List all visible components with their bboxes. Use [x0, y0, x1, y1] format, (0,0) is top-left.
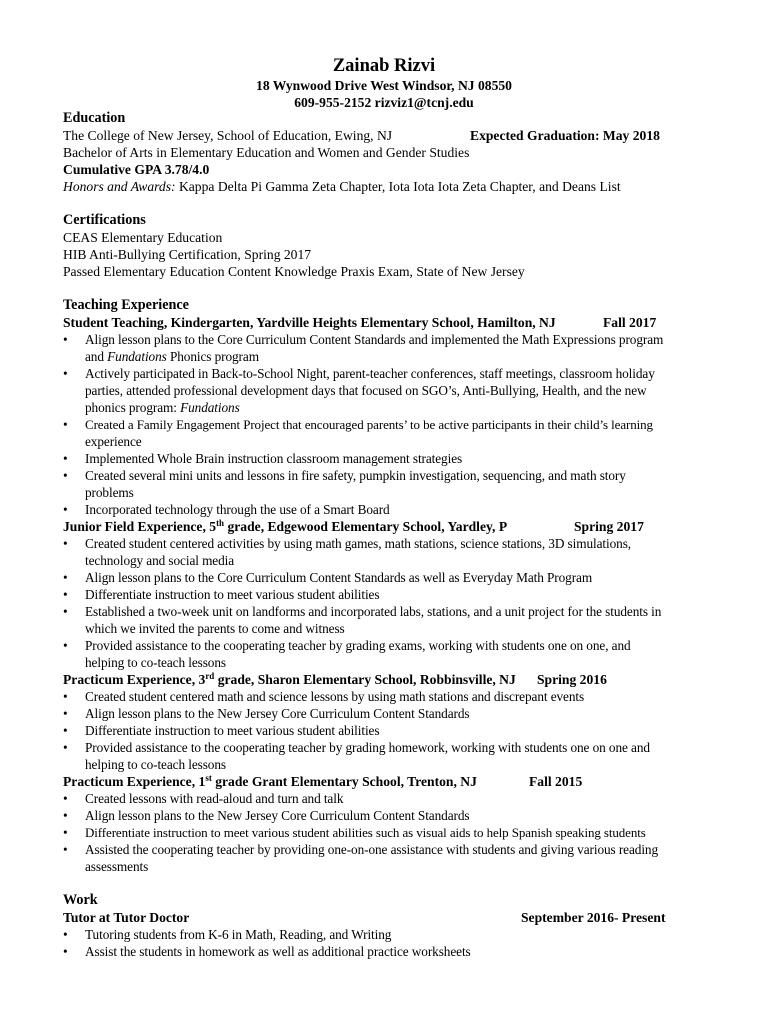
job-title: Tutor at Tutor Doctor [63, 910, 190, 925]
education-gpa: Cumulative GPA 3.78/4.0 [63, 162, 210, 177]
bullet-line: • Align lesson plans to the Core Curriculum Content Standards as well as Everyday Math Program [85, 570, 593, 585]
bullet-text: and [85, 349, 104, 364]
list-item [63, 688, 723, 705]
bullet-text-italic: Fundations [107, 349, 167, 364]
list-item [63, 705, 723, 722]
list-item [63, 637, 723, 671]
education-heading: Education [63, 110, 126, 126]
bullet-line: • Created student centered math and science lessons by using math stations and discrepant events [85, 689, 585, 704]
bullet-line: • Created several mini units and lessons in fire safety, pumpkin investigation, sequencing, and math story [85, 468, 626, 483]
certification-item: CEAS Elementary Education [63, 230, 223, 245]
job-practicum-3rd-bullets [63, 688, 723, 773]
job-title-part: Junior Field Experience, 5 [63, 519, 217, 534]
bullet-line: • Created lessons with read-aloud and turn and talk [85, 791, 344, 806]
job-title-part: Practicum Experience, 1 [63, 774, 206, 789]
list-item [63, 926, 723, 943]
bullet-line: • Created student centered activities by using math games, math stations, science stations, 3D simulations, [85, 536, 632, 551]
education-graduation: Expected Graduation: May 2018 [470, 128, 660, 143]
list-item [63, 450, 723, 467]
education-school-row [63, 127, 723, 144]
list-item [63, 569, 723, 586]
job-tutor [63, 909, 723, 926]
job-title-part: Practicum Experience, 3 [63, 672, 206, 687]
bullet-line: • Assist the students in homework as well as additional practice worksheets [85, 944, 471, 959]
job-title-sup: th [216, 518, 225, 528]
applicant-address: 18 Wynwood Drive West Windsor, NJ 08550 [256, 78, 512, 93]
list-item [63, 824, 723, 841]
bullet-text: phonics program: [85, 400, 177, 415]
job-date: Spring 2017 [574, 519, 644, 534]
teaching-heading: Teaching Experience [63, 297, 189, 313]
job-title-part: grade, Edgewood Elementary School, Yardley, P [224, 519, 508, 534]
job-title-part: grade, Sharon Elementary School, Robbinsville, NJ [214, 672, 516, 687]
list-item [63, 586, 723, 603]
job-junior-field-bullets [63, 535, 723, 671]
bullet-line: • Differentiate instruction to meet various student abilities such as visual aids to help Spanish speaking students [85, 825, 646, 840]
list-item [63, 722, 723, 739]
bullet-text: Phonics program [169, 349, 259, 364]
list-item [63, 603, 723, 637]
certifications-heading: Certifications [63, 212, 146, 228]
job-date: Fall 2017 [603, 315, 657, 330]
honors-text: Kappa Delta Pi Gamma Zeta Chapter, Iota Iota Iota Zeta Chapter, and Deans List [178, 179, 621, 194]
work-heading: Work [63, 892, 98, 908]
bullet-line: parties, attended professional development days that focused on SGO’s, Anti-Bullying, Health, and the new [85, 383, 647, 398]
bullet-line [85, 399, 723, 416]
list-item [63, 790, 723, 807]
bullet-line: assessments [85, 859, 149, 874]
applicant-name: Zainab Rizvi [332, 56, 436, 76]
job-title-part: grade Grant Elementary School, Trenton, NJ [211, 774, 477, 789]
honors-label: Honors and Awards: [63, 179, 176, 194]
bullet-line: • Align lesson plans to the New Jersey Core Curriculum Content Standards [85, 808, 470, 823]
list-item [63, 416, 723, 450]
bullet-text-italic: Fundations [180, 400, 240, 415]
bullet-line: technology and social media [85, 553, 235, 568]
bullet-line: • Provided assistance to the cooperating teacher by grading exams, working with students one on one, and [85, 638, 631, 653]
bullet-line: • Align lesson plans to the New Jersey Core Curriculum Content Standards [85, 706, 470, 721]
list-item [63, 943, 723, 960]
job-title-sup: rd [205, 671, 215, 681]
job-student-teaching [63, 314, 723, 331]
job-student-teaching-bullets [63, 331, 723, 518]
applicant-contact: 609-955-2152 rizviz1@tcnj.edu [294, 95, 474, 110]
education-degree: Bachelor of Arts in Elementary Education and Women and Gender Studies [63, 145, 470, 160]
list-item [63, 365, 723, 416]
job-title-sup: st [205, 773, 212, 783]
bullet-line: problems [85, 485, 134, 500]
job-date: Spring 2016 [537, 672, 607, 687]
bullet-line: • Incorporated technology through the use of a Smart Board [85, 502, 390, 517]
bullet-line: • Provided assistance to the cooperating teacher by grading homework, working with students one on one and [85, 740, 650, 755]
list-item [63, 535, 723, 569]
bullet-line [85, 348, 723, 365]
education-honors [63, 178, 723, 195]
certification-item: HIB Anti-Bullying Certification, Spring 2017 [63, 247, 312, 262]
list-item [63, 331, 723, 365]
bullet-line: • Established a two-week unit on landforms and incorporated labs, stations, and a unit project for the students in [85, 604, 662, 619]
job-title [63, 672, 516, 687]
list-item [63, 807, 723, 824]
resume-body [63, 110, 723, 960]
bullet-line: • Actively participated in Back-to-School Night, parent-teacher conferences, staff meetings, classroom holiday [85, 366, 655, 381]
job-date: September 2016- Present [521, 910, 666, 925]
job-date: Fall 2015 [529, 774, 583, 789]
list-item [63, 739, 723, 773]
job-practicum-3rd [63, 671, 723, 688]
certification-item: Passed Elementary Education Content Knowledge Praxis Exam, State of New Jersey [63, 264, 525, 279]
job-title: Student Teaching, Kindergarten, Yardville Heights Elementary School, Hamilton, NJ [63, 315, 556, 330]
bullet-line: helping to co-teach lessons [85, 655, 226, 670]
bullet-line: • Differentiate instruction to meet various student abilities [85, 723, 380, 738]
bullet-line: helping to co-teach lessons [85, 757, 226, 772]
job-practicum-1st [63, 773, 723, 790]
education-school: The College of New Jersey, School of Education, Ewing, NJ [63, 128, 393, 143]
list-item [63, 501, 723, 518]
bullet-line: • Align lesson plans to the Core Curriculum Content Standards and implemented the Math Expressions program [85, 332, 664, 347]
job-title [63, 519, 507, 534]
bullet-line: • Differentiate instruction to meet various student abilities [85, 587, 380, 602]
list-item [63, 841, 723, 875]
job-practicum-1st-bullets [63, 790, 723, 875]
bullet-line: • Assisted the cooperating teacher by providing one-on-one assistance with students and giving various reading [85, 842, 659, 857]
list-item [63, 467, 723, 501]
bullet-line: which we invited the parents to come and witness [85, 621, 345, 636]
job-title [63, 774, 477, 789]
bullet-line: • Created a Family Engagement Project that encouraged parents’ to be active participants in their child’s learning [85, 417, 653, 432]
bullet-line: • Tutoring students from K-6 in Math, Reading, and Writing [85, 927, 392, 942]
job-tutor-bullets [63, 926, 723, 960]
bullet-line: • Implemented Whole Brain instruction classroom management strategies [85, 451, 463, 466]
bullet-line: experience [85, 434, 142, 449]
job-junior-field [63, 518, 723, 535]
